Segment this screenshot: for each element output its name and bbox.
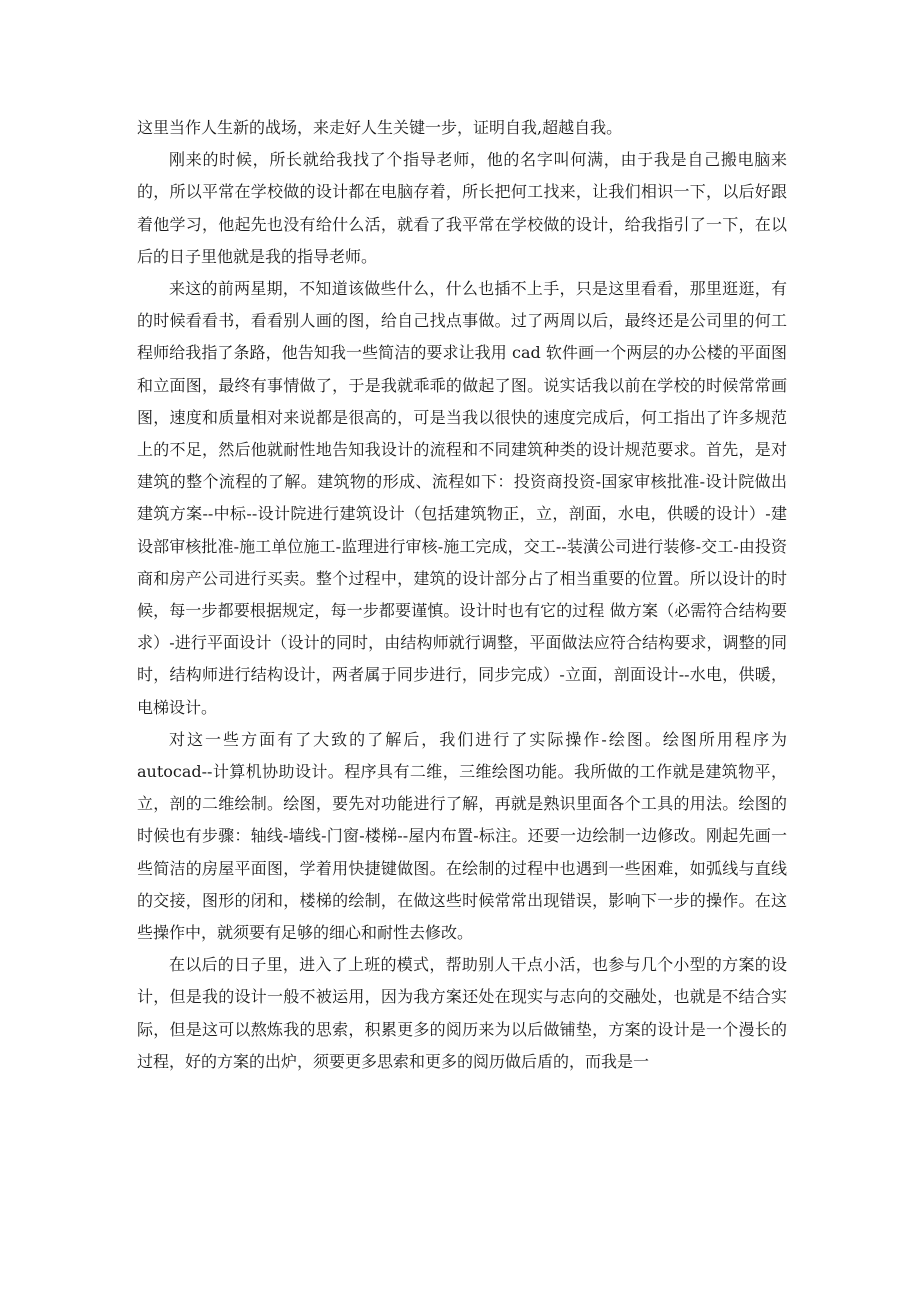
paragraph-4: 对这一些方面有了大致的了解后，我们进行了实际操作-绘图。绘图所用程序为 autocad--计算机协助设计。程序具有二维，三维绘图功能。我所做的工作就是建筑物平，立，剖的二维绘制。绘图，要先对功能进行了解，再就是熟识里面各个工具的用法。绘图的时候也有步骤：轴线-墙线-门窗-楼梯--屋内布置-标注。还要一边绘制一边修改。刚起先画一些简洁的房屋平面图，学着用快捷键做图。在绘制的过程中也遇到一些困难，如弧线与直线的交接，图形的闭和，楼梯的绘制，在做这些时候常常出现错误，影响下一步的操作。在这些操作中，就须要有足够的细心和耐性去修改。 xyxy=(137,729,787,943)
document-body xyxy=(137,112,787,1078)
paragraph-2: 刚来的时候，所长就给我找了个指导老师，他的名字叫何满，由于我是自己搬电脑来的，所以平常在学校做的设计都在电脑存着，所长把何工找来，让我们相识一下，以后好跟着他学习，他起先也没有给什么活，就看了我平常在学校做的设计，给我指引了一下，在以后的日子里他就是我的指导老师。 xyxy=(137,150,787,266)
paragraph-3: 来这的前两星期，不知道该做些什么，什么也插不上手，只是这里看看，那里逛逛，有的时候看看书，看看别人画的图，给自己找点事做。过了两周以后，最终还是公司里的何工程师给我指了条路，他告知我一些简洁的要求让我用 cad 软件画一个两层的办公楼的平面图和立面图，最终有事情做了，于是我就乖乖的做起了图。说实话我以前在学校的时候常常画图，速度和质量相对来说都是很高的，可是当我以很快的速度完成后，何工指出了许多规范上的不足，然后他就耐性地告知我设计的流程和不同建筑种类的设计规范要求。首先，是对建筑的整个流程的了解。建筑物的形成、流程如下：投资商投资-国家审核批准-设计院做出建筑方案--中标--设计院进行建筑设计（包括建筑物正，立，剖面，水电，供暖的设计）-建设部审核批准-施工单位施工-监理进行审核-施工完成，交工--装潢公司进行装修-交工-由投资商和房产公司进行买卖。整个过程中，建筑的设计部分占了相当重要的位置。所以设计的时候，每一步都要根据规定，每一步都要谨慎。设计时也有它的过程 做方案（必需符合结构要求）-进行平面设计（设计的同时，由结构师就行调整，平面做法应符合结构要求，调整的同时，结构师进行结构设计，两者属于同步进行，同步完成）-立面，剖面设计--水电，供暖，电梯设计。 xyxy=(137,279,787,717)
paragraph-1: 这里当作人生新的战场，来走好人生关键一步，证明自我,超越自我。 xyxy=(137,118,623,137)
paragraph-5: 在以后的日子里，进入了上班的模式，帮助别人干点小活，也参与几个小型的方案的设计，但是我的设计一般不被运用，因为我方案还处在现实与志向的交融处，也就是不结合实际，但是这可以熬炼我的思索，积累更多的阅历来为以后做铺垫，方案的设计是一个漫长的过程，好的方案的出炉，须要更多思索和更多的阅历做后盾的，而我是一 xyxy=(137,955,787,1071)
